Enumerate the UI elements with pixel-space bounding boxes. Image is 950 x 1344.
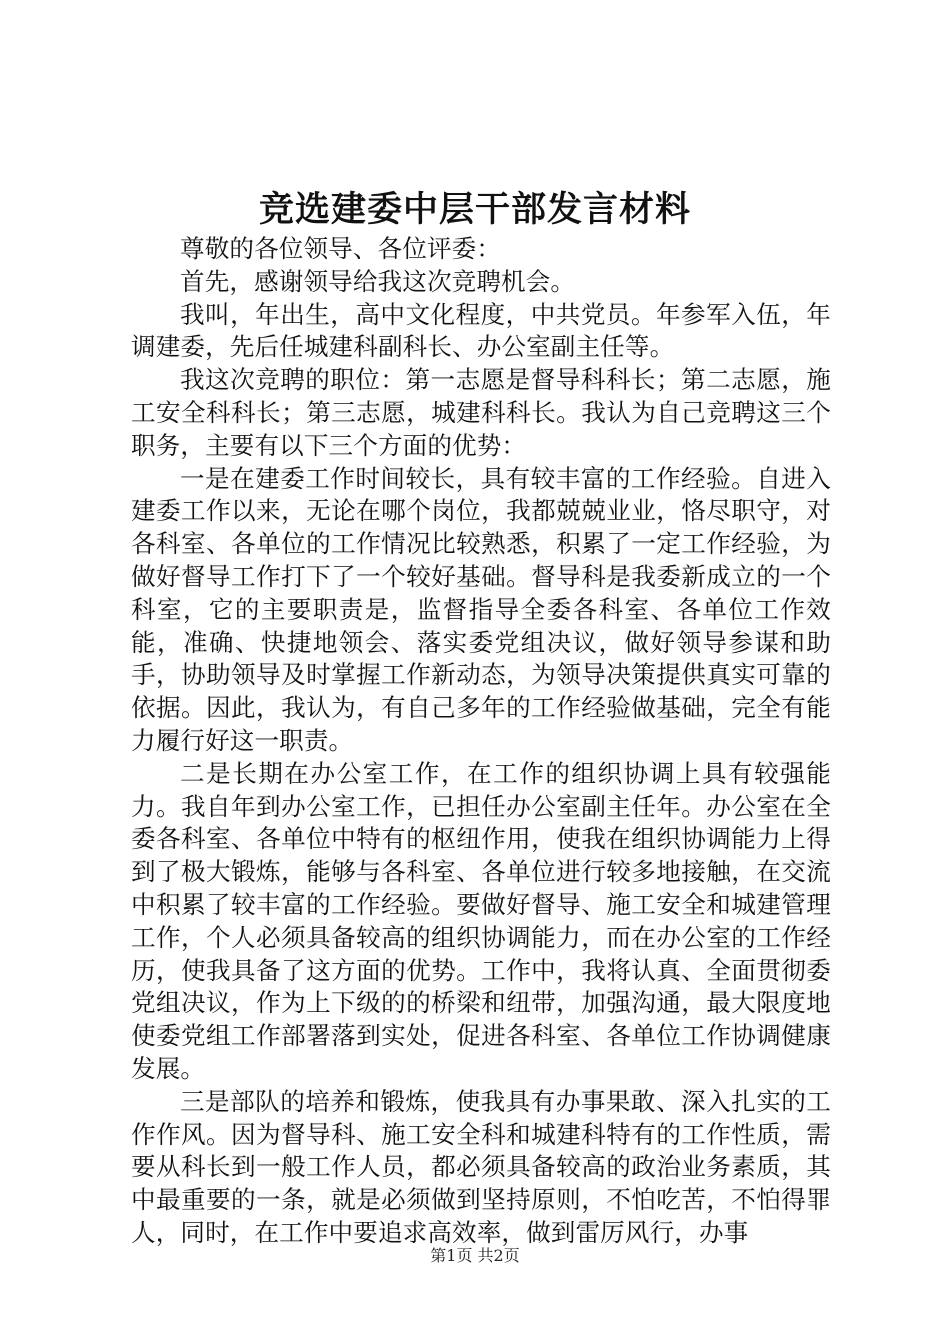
paragraph-advantage-three: 三是部队的培养和锻炼，使我具有办事果敢、深入扎实的工作作风。因为督导科、施工安全科和城建科特有的工作性质，需要从科长到一般工作人员，都必须具备较高的政治业务素质，其中最重要的一条，就是必须做到坚持原则，不怕吃苦，不怕得罪人，同时，在工作中要追求高效率，做到雷厉风行，办事 <box>131 1086 831 1247</box>
paragraph-self-intro: 我叫，年出生，高中文化程度，中共党员。年参军入伍，年调建委，先后任城建科副科长、办公室副主任等。 <box>131 299 831 362</box>
document-body <box>131 233 831 1250</box>
page-number: 第1页 共2页 <box>430 1246 520 1265</box>
paragraph-positions: 我这次竞聘的职位：第一志愿是督导科科长；第二志愿，施工安全科科长；第三志愿，城建科科长。我认为自己竞聘这三个职务，主要有以下三个方面的优势： <box>131 365 831 460</box>
document-title: 竞选建委中层干部发言材料 <box>258 189 691 230</box>
paragraph-advantage-two: 二是长期在办公室工作，在工作的组织协调上具有较强能力。我自年到办公室工作，已担任办公室副主任年。办公室在全委各科室、各单位中特有的枢纽作用，使我在组织协调能力上得到了极大锻炼，能够与各科室、各单位进行较多地接触，在交流中积累了较丰富的工作经验。要做好督导、施工安全和城建管理工作，个人必须具备较高的组织协调能力，而在办公室的工作经历，使我具备了这方面的优势。工作中，我将认真、全面贯彻委党组决议，作为上下级的的桥梁和纽带，加强沟通，最大限度地使委党组工作部署落到实处，促进各科室、各单位工作协调健康发展。 <box>131 758 831 1083</box>
paragraph-salutation: 尊敬的各位领导、各位评委： <box>180 234 502 263</box>
paragraph-advantage-one: 一是在建委工作时间较长，具有较丰富的工作经验。自进入建委工作以来，无论在哪个岗位，我都兢兢业业，恪尽职守，对各科室、各单位的工作情况比较熟悉，积累了一定工作经验，为做好督导工作打下了一个较好基础。督导科是我委新成立的一个科室，它的主要职责是，监督指导全委各科室、各单位工作效能，准确、快捷地领会、落实委党组决议，做好领导参谋和助手，协助领导及时掌握工作新动态，为领导决策提供真实可靠的依据。因此，我认为，有自己多年的工作经验做基础，完全有能力履行好这一职责。 <box>131 463 831 755</box>
paragraph-thanks: 首先，感谢领导给我这次竞聘机会。 <box>180 266 576 296</box>
